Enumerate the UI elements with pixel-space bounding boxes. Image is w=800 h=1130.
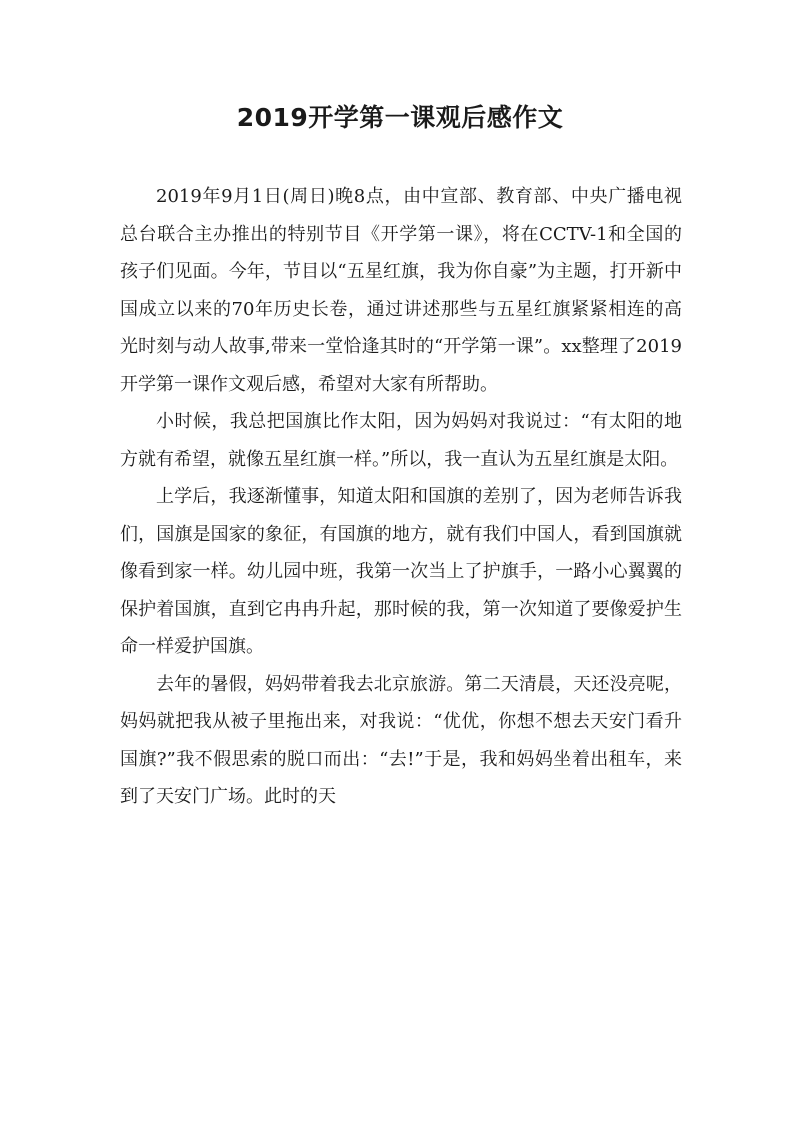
paragraph: 小时候，我总把国旗比作太阳，因为妈妈对我说过：“有太阳的地方就有希望，就像五星红旗一样。”所以，我一直认为五星红旗是太阳。 (120, 411, 682, 470)
paragraph: 上学后，我逐渐懂事，知道太阳和国旗的差别了，因为老师告诉我们，国旗是国家的象征，有国旗的地方，就有我们中国人，看到国旗就像看到家一样。幼儿园中班，我第一次当上了护旗手，一路小心翼翼的保护着国旗，直到它冉冉升起，那时候的我，第一次知道了要像爱护生命一样爱护国旗。 (120, 486, 682, 657)
document-title: 2019开学第一课观后感作文 (236, 103, 564, 132)
paragraph: 2019年9月1日(周日)晚8点，由中宣部、教育部、中央广播电视总台联合主办推出的特别节目《开学第一课》，将在CCTV-1和全国的孩子们见面。今年，节目以“五星红旗，我为你自豪”为主题，打开新中国成立以来的70年历史长卷，通过讲述那些与五星红旗紧紧相连的高光时刻与动人故事,带来一堂恰逢其时的“开学第一课”。xx整理了2019开学第一课作文观后感，希望对大家有所帮助。 (120, 186, 682, 395)
paragraph: 去年的暑假，妈妈带着我去北京旅游。第二天清晨，天还没亮呢，妈妈就把我从被子里拖出来，对我说：“优优，你想不想去天安门看升国旗?”我不假思索的脱口而出：“去!”于是，我和妈妈坐着出租车，来到了天安门广场。此时的天 (120, 673, 682, 807)
document-body (120, 178, 682, 816)
